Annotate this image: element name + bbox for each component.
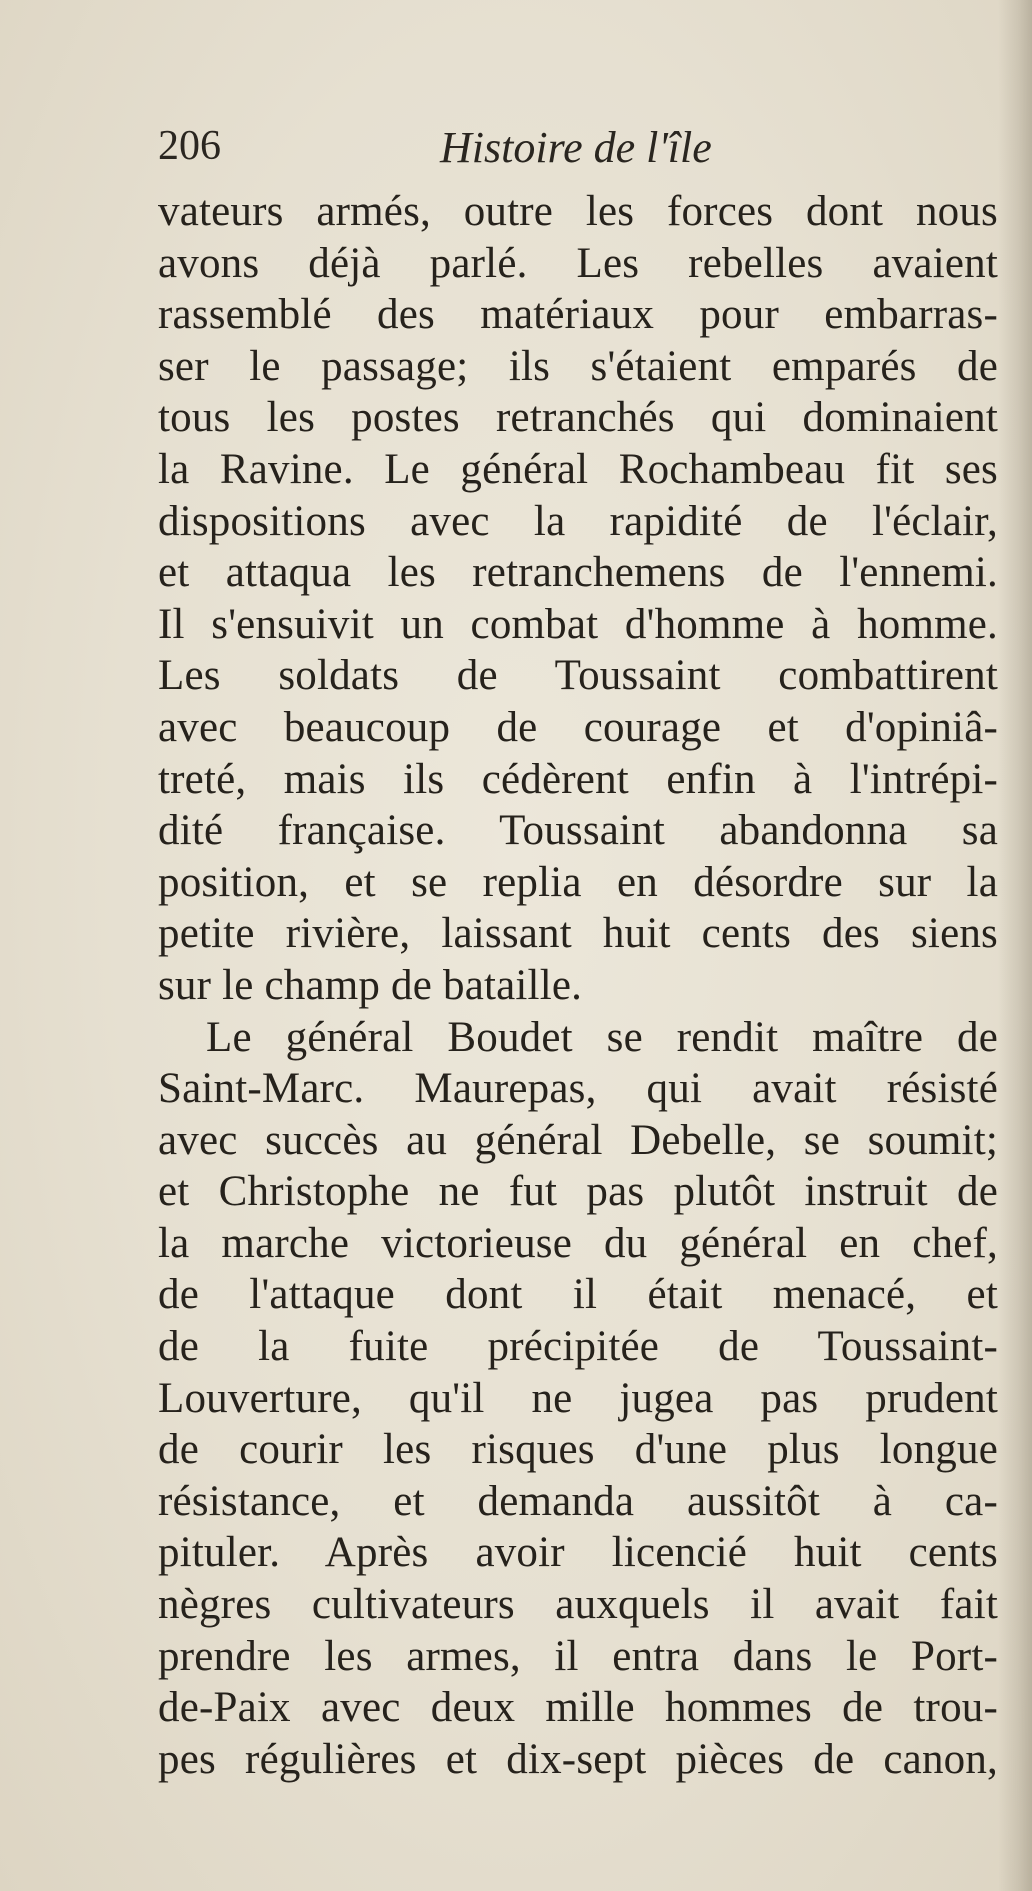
text-line: Louverture, qu'il ne jugea pas prudent xyxy=(158,1374,998,1422)
text-line: pituler. Après avoir licencié huit cents xyxy=(158,1529,998,1577)
text-line: la marche victorieuse du général en chef, xyxy=(158,1219,998,1267)
text-line: dité française. Toussaint abandonna sa xyxy=(158,807,998,855)
page-number: 206 xyxy=(158,123,221,169)
text-line: prendre les armes, il entra dans le Port- xyxy=(158,1632,998,1680)
running-head xyxy=(158,122,998,182)
paragraph-start-line: Le général Boudet se rendit maître de xyxy=(206,1013,998,1061)
text-line: de l'attaque dont il était menacé, et xyxy=(158,1271,998,1319)
text-line: avec beaucoup de courage et d'opiniâ- xyxy=(158,703,998,751)
text-line: et attaqua les retranchemens de l'ennemi. xyxy=(158,549,998,597)
text-line: ser le passage; ils s'étaient emparés de xyxy=(158,342,998,390)
text-line: dispositions avec la rapidité de l'éclair, xyxy=(158,497,998,545)
text-line: petite rivière, laissant huit cents des siens xyxy=(158,910,998,958)
text-line: treté, mais ils cédèrent enfin à l'intrépi- xyxy=(158,755,998,803)
text-line: de la fuite précipitée de Toussaint- xyxy=(158,1323,998,1371)
text-line: nègres cultivateurs auxquels il avait fait xyxy=(158,1581,998,1629)
text-line: tous les postes retranchés qui dominaient xyxy=(158,394,998,442)
text-line: la Ravine. Le général Rochambeau fit ses xyxy=(158,445,998,493)
text-line: rassemblé des matériaux pour embarras- xyxy=(158,291,998,339)
text-line: avons déjà parlé. Les rebelles avaient xyxy=(158,239,998,287)
paragraph-end-line: sur le champ de bataille. xyxy=(158,961,583,1009)
text-line: de courir les risques d'une plus longue xyxy=(158,1426,998,1474)
text-line: de-Paix avec deux mille hommes de trou- xyxy=(158,1684,998,1732)
text-line: et Christophe ne fut pas plutôt instruit de xyxy=(158,1168,998,1216)
text-line: avec succès au général Debelle, se soumit; xyxy=(158,1116,998,1164)
body-text xyxy=(158,186,998,1785)
text-line: Saint-Marc. Maurepas, qui avait résisté xyxy=(158,1065,998,1113)
text-line: position, et se replia en désordre sur la xyxy=(158,858,998,906)
text-line: vateurs armés, outre les forces dont nous xyxy=(158,188,998,235)
text-line: pes régulières et dix-sept pièces de canon, xyxy=(158,1735,998,1783)
text-line: Les soldats de Toussaint combattirent xyxy=(158,652,998,700)
text-line: Il s'ensuivit un combat d'homme à homme. xyxy=(158,600,998,648)
running-title: Histoire de l'île xyxy=(440,123,712,172)
text-line: résistance, et demanda aussitôt à ca- xyxy=(158,1477,998,1525)
